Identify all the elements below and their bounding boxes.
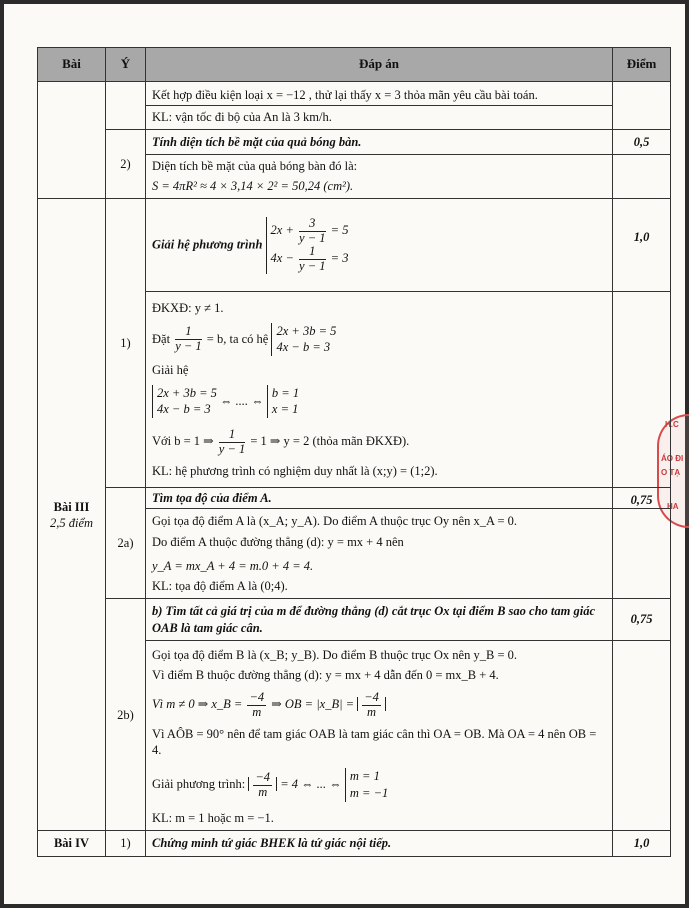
text-line: Giải hệ xyxy=(152,363,189,378)
header-dapan: Đáp án xyxy=(146,48,613,82)
equivalence: ⇔ .... ⇔ xyxy=(220,393,264,408)
text-line: Vì AÔB = 90° nên để tam giác OAB là tam giác cân thì OA = OB. Mà OA = 4 nên OB = 4. xyxy=(152,726,597,757)
denominator: m xyxy=(367,705,377,719)
fraction xyxy=(362,691,381,720)
system-line xyxy=(146,213,612,278)
score-value: 1,0 xyxy=(613,831,671,856)
text-part: Đặt xyxy=(152,331,171,346)
answer-cell xyxy=(146,129,613,154)
stamp-text: ÁO ĐI xyxy=(661,454,684,463)
eq-part: 4x − xyxy=(270,251,294,266)
equation: 2x + 3b = 5 xyxy=(157,385,217,400)
y-cell xyxy=(106,82,146,130)
equation: x = 1 xyxy=(271,402,299,417)
denominator: m xyxy=(252,705,262,719)
answer-cell xyxy=(146,199,613,292)
answer-table xyxy=(37,47,671,857)
answer-cell xyxy=(146,82,613,130)
y-label: 2b) xyxy=(106,599,146,831)
text-part: = 4 ⇔ ... ⇔ xyxy=(280,777,342,791)
equation: m = 1 xyxy=(349,769,380,784)
answer-cell xyxy=(146,509,613,599)
solve-line xyxy=(146,760,612,806)
vi-line xyxy=(146,685,612,722)
question-title: Tính diện tích bề mặt của quả bóng bàn. xyxy=(152,134,362,149)
text-line: Gọi tọa độ điểm A là (x_A; y_A). Do điểm A thuộc trục Oy nên x_A = 0. xyxy=(152,514,517,529)
equation: m = −1 xyxy=(349,786,389,801)
score-cell-empty xyxy=(613,154,671,199)
equation-system xyxy=(271,323,336,357)
score-value: 1,0 xyxy=(613,199,671,292)
table-row xyxy=(38,129,671,154)
score-cell-empty xyxy=(613,640,671,831)
text-line: KL: tọa độ điểm A là (0;4). xyxy=(152,579,288,593)
text-line: KL: vận tốc đi bộ của An là 3 km/h. xyxy=(146,105,612,128)
answer-cell xyxy=(146,640,613,831)
score-value: 0,5 xyxy=(613,129,671,154)
answer-key-page xyxy=(4,4,685,904)
stamp-text: H.C xyxy=(665,420,679,429)
header-diem: Điểm xyxy=(613,48,671,82)
substitution-line xyxy=(146,319,612,361)
formula-line: y_A = mx_A + 4 = m.0 + 4 = 4. xyxy=(152,558,314,573)
answer-cell xyxy=(146,599,613,641)
question-title: Tìm tọa độ của điểm A. xyxy=(152,491,272,505)
equation: 4x − b = 3 xyxy=(157,402,211,417)
numerator: −4 xyxy=(364,690,379,705)
table-row xyxy=(38,199,671,292)
question-title: Chứng minh tứ giác BHEK là tứ giác nội tiếp. xyxy=(152,836,392,851)
numerator: 1 xyxy=(175,325,201,340)
text-part: = b, ta có hệ xyxy=(206,331,269,346)
eq-part: 2x + xyxy=(270,222,294,237)
text-line: Vì điểm B thuộc đường thẳng (d): y = mx + 4 dẫn đến 0 = mx_B + 4. xyxy=(152,668,499,682)
y-label: 1) xyxy=(106,199,146,488)
solve-line xyxy=(146,381,612,423)
denominator: m xyxy=(258,784,268,799)
denominator: y − 1 xyxy=(175,338,202,353)
answer-cell xyxy=(146,488,613,509)
bai-points: 2,5 điểm xyxy=(49,515,94,530)
fraction xyxy=(253,771,272,800)
text-part: Với b = 1 ⇒ xyxy=(152,434,214,449)
stamp-text: HA xyxy=(667,502,679,511)
text-line: KL: m = 1 hoặc m = −1. xyxy=(152,811,274,825)
numerator: 1 xyxy=(299,245,325,260)
answer-cell xyxy=(146,292,613,488)
formula-line: S = 4πR² ≈ 4 × 3,14 × 2² = 50,24 (cm²). xyxy=(152,179,354,193)
table-row xyxy=(38,599,671,641)
numerator: −4 xyxy=(249,690,265,705)
text-part: = 1 ⇒ y = 2 (thỏa mãn ĐKXĐ). xyxy=(250,434,410,449)
text-line: Gọi tọa độ điểm B là (x_B; y_B). Do điểm B thuộc trục Ox nên y_B = 0. xyxy=(152,647,517,662)
equation: 2x + 3b = 5 xyxy=(276,323,337,338)
fraction xyxy=(175,325,201,354)
numerator: −4 xyxy=(255,769,271,784)
numerator: 1 xyxy=(219,428,245,443)
score-cell-empty xyxy=(613,509,671,599)
fraction xyxy=(219,428,245,457)
bai-cell-empty xyxy=(38,82,106,199)
answer-cell xyxy=(146,831,613,856)
text-part: Vì m ≠ 0 ⇒ x_B = xyxy=(152,697,243,712)
y-label: 2) xyxy=(106,129,146,199)
absolute-value xyxy=(357,690,386,719)
bai-number: Bài IV xyxy=(53,836,90,851)
equation-system xyxy=(267,385,299,419)
bai-iv-label xyxy=(38,831,106,856)
answer-cell xyxy=(146,154,613,199)
score-value: 0,75 xyxy=(613,488,671,509)
score-cell-empty xyxy=(613,292,671,488)
header-y: Ý xyxy=(106,48,146,82)
table-row xyxy=(38,831,671,856)
text-line: Do điểm A thuộc đường thẳng (d): y = mx + 4 nên xyxy=(152,534,404,549)
bai-iii-label xyxy=(38,199,106,831)
question-title: b) Tìm tất cả giá trị của m để đường thẳng (d) cắt trục Ox tại điểm B sao cho tam giác OAB là tam giác cân. xyxy=(152,604,596,635)
equation: b = 1 xyxy=(271,385,300,400)
eq-part: = 3 xyxy=(330,251,349,266)
text-line: Diện tích bề mặt của quả bóng bàn đó là: xyxy=(152,158,358,173)
y-label: 1) xyxy=(106,831,146,856)
y-label: 2a) xyxy=(106,488,146,599)
denominator: y − 1 xyxy=(299,230,326,245)
table-row xyxy=(38,82,671,130)
fraction xyxy=(299,217,325,246)
bai-number: Bài III xyxy=(53,499,90,514)
question-title: Giải hệ phương trình xyxy=(152,237,263,252)
table-row xyxy=(38,488,671,509)
stamp-text: O TẠ xyxy=(661,468,681,477)
header-row xyxy=(38,48,671,82)
text-part: Giải phương trình: xyxy=(152,777,246,791)
text-line: Kết hợp điều kiện loại x = −12 , thử lại thấy x = 3 thỏa mãn yêu cầu bài toán. xyxy=(152,88,538,102)
with-line xyxy=(146,422,612,459)
equation-system xyxy=(345,768,388,802)
text-part: ⇒ OB = |x_B| = xyxy=(271,697,355,712)
fraction xyxy=(247,691,266,720)
text-line: KL: hệ phương trình có nghiệm duy nhất là (x;y) = (1;2). xyxy=(152,463,438,478)
score-value: 0,75 xyxy=(613,599,671,641)
equation-system xyxy=(152,385,217,419)
header-bai: Bài xyxy=(38,48,106,82)
text-line: ĐKXĐ: y ≠ 1. xyxy=(152,301,224,316)
eq-part: = 5 xyxy=(330,222,349,237)
absolute-value xyxy=(248,769,277,799)
denominator: y − 1 xyxy=(218,442,246,456)
score-cell-empty xyxy=(613,82,671,130)
denominator: y − 1 xyxy=(299,259,326,273)
numerator: 3 xyxy=(299,217,325,232)
equation-system xyxy=(266,217,349,274)
equation: 4x − b = 3 xyxy=(276,340,331,355)
fraction xyxy=(299,245,325,274)
